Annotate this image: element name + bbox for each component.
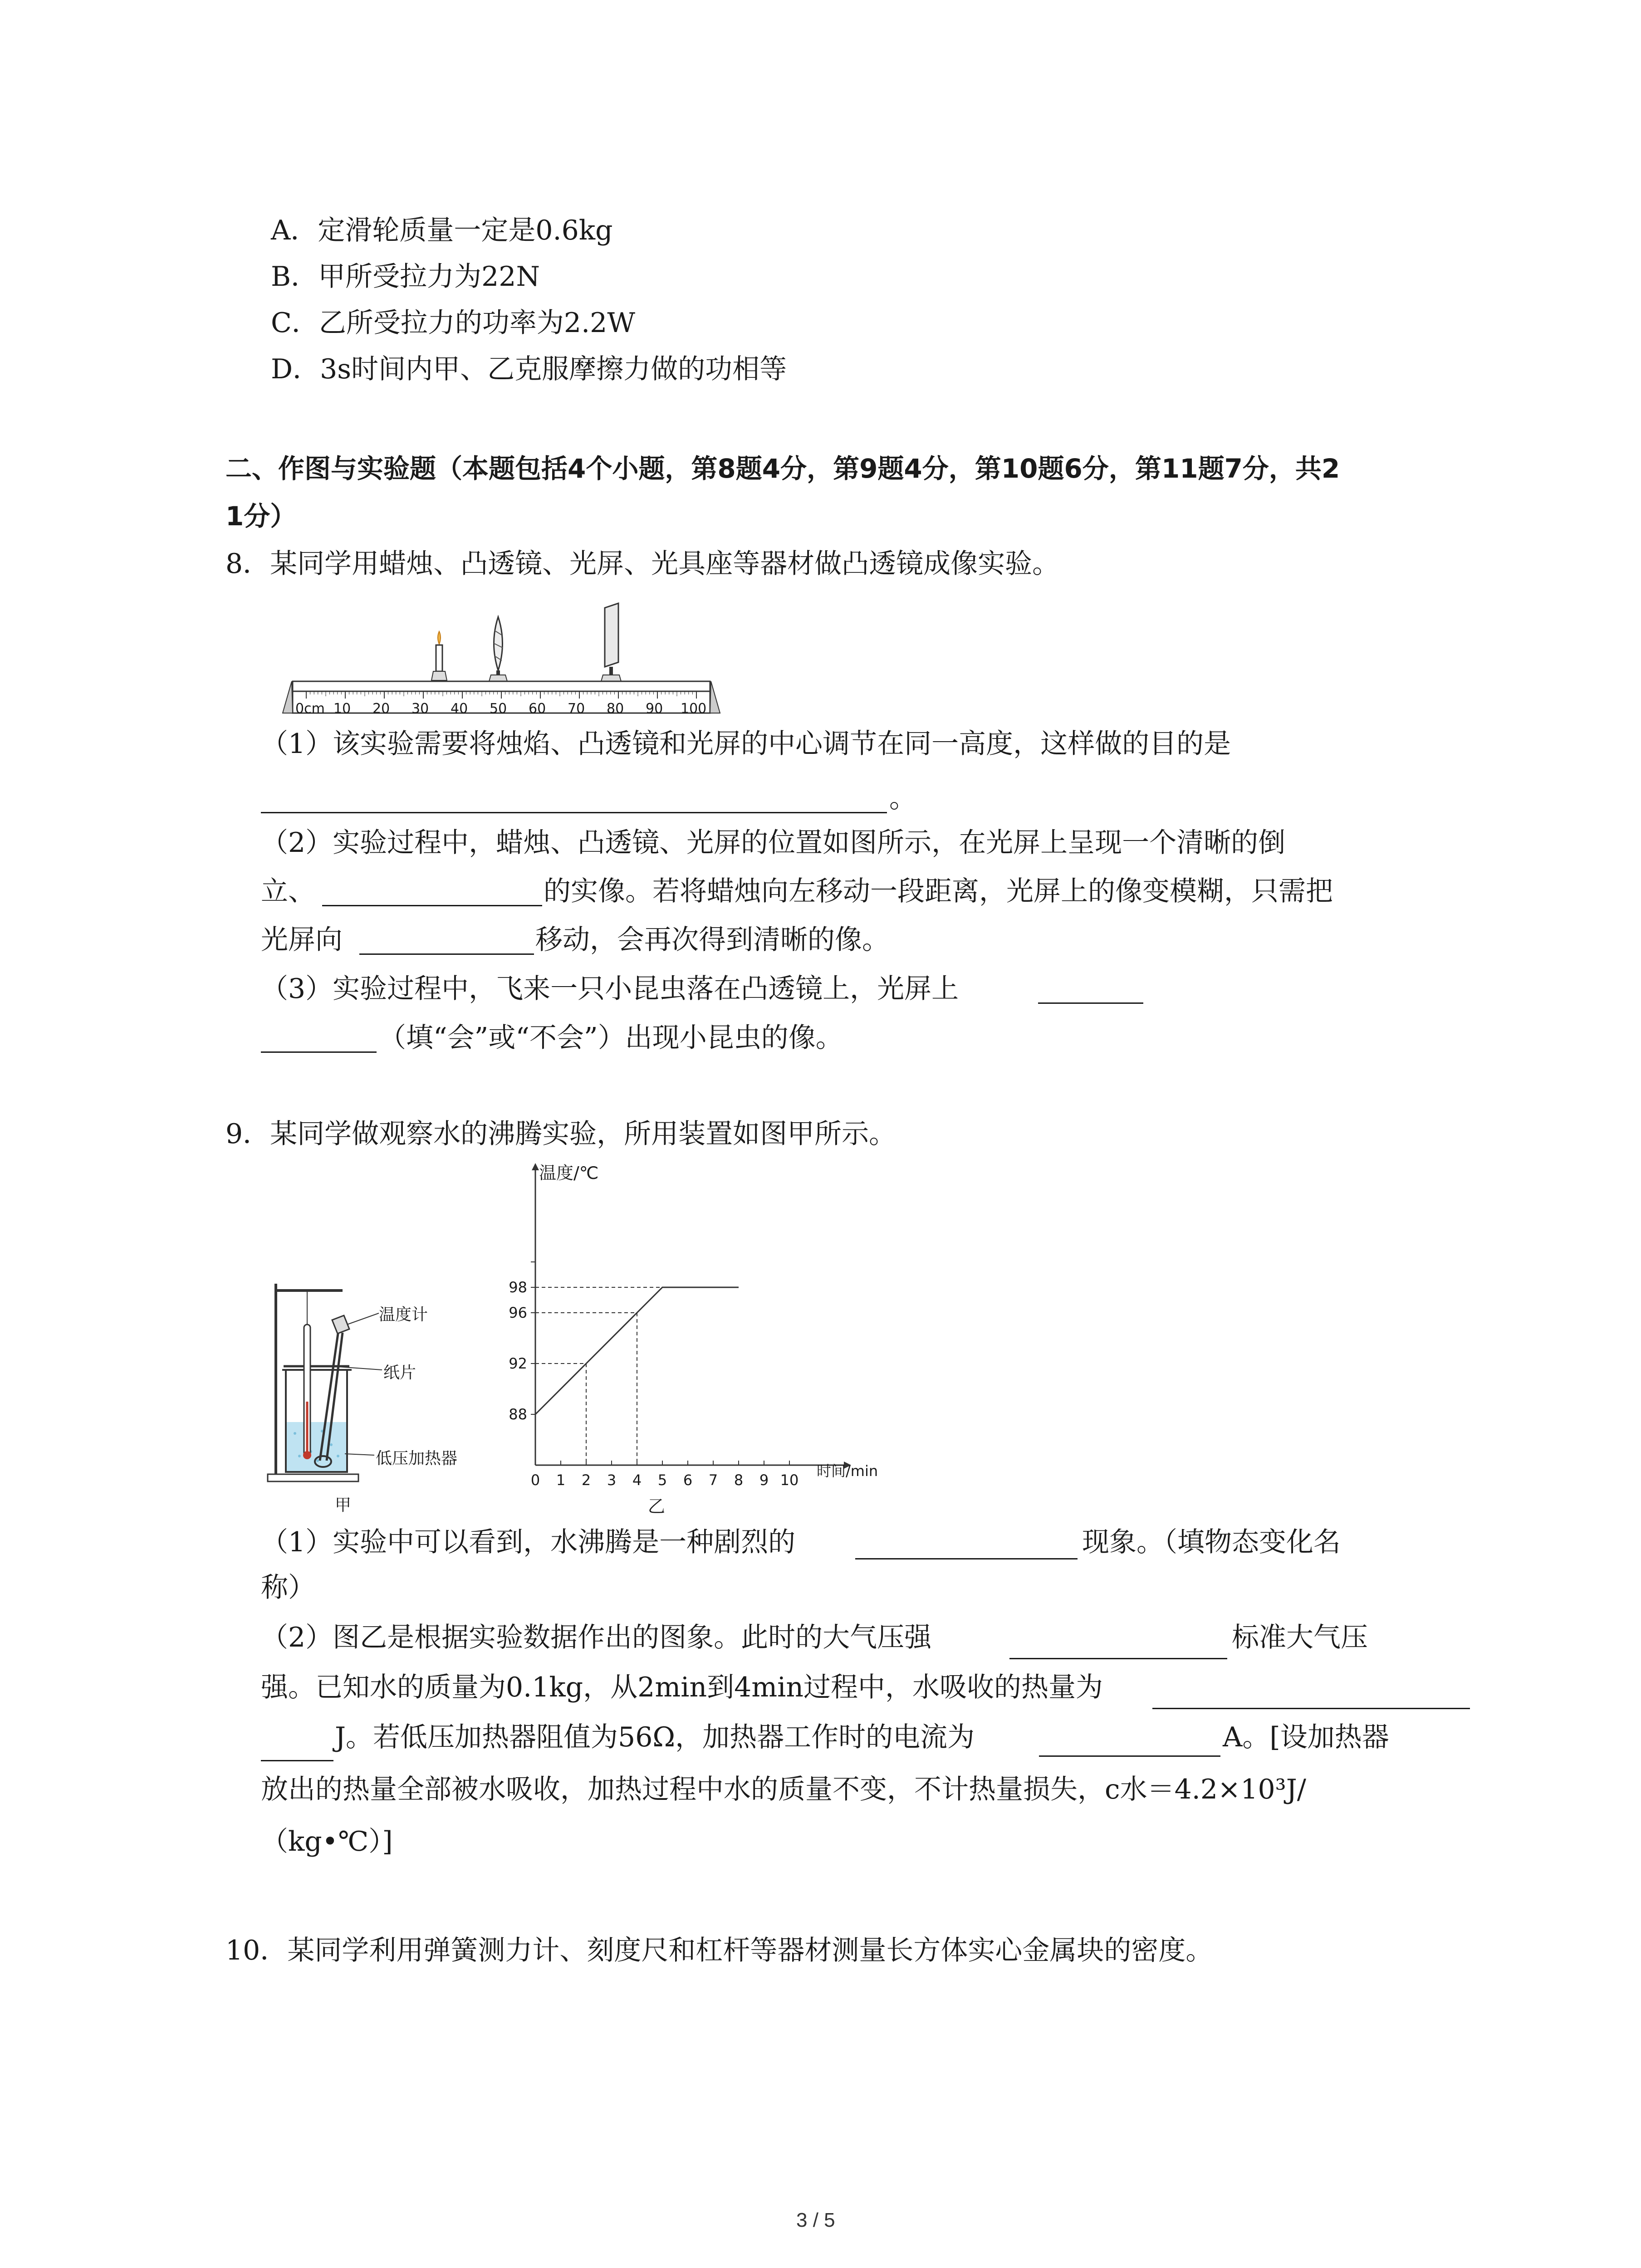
label-yi: 乙 [648,1496,666,1516]
q8-part3-line1: （3）实验过程中，飞来一只小昆虫落在凸透镜上，光屏上 [261,973,959,1005]
bench-tick-label: 90 [646,701,663,717]
q9-blank-3b[interactable] [261,1760,333,1761]
q8-blank-4b[interactable] [261,1051,377,1053]
q8-blank-4a[interactable] [1038,1002,1143,1004]
q9-blank-4[interactable] [1039,1755,1220,1757]
q9-part1-line2: 称） [261,1572,315,1603]
candle-icon [431,631,447,680]
convex-lens-icon [489,617,507,681]
q9-blank-2[interactable] [1009,1658,1227,1659]
chart-xlabel: 时间/min [817,1462,878,1480]
q8-part2-line3b: 移动，会再次得到清晰的像。 [535,924,889,956]
y-tick-label: 98 [509,1279,527,1296]
section-heading-line2: 1分） [225,501,297,532]
q8-part2-line3a: 光屏向 [261,924,343,956]
x-tick-label: 9 [759,1471,769,1489]
q8-part2-line1: （2）实验过程中，蜡烛、凸透镜、光屏的位置如图所示，在光屏上呈现一个清晰的倒 [261,827,1286,859]
q8-part1-line1: （1）该实验需要将烛焰、凸透镜和光屏的中心调节在同一高度，这样做的目的是 [261,728,1231,760]
light-screen-icon [601,603,621,681]
bench-tick-label: 20 [372,701,390,717]
q8-part2-line2a: 立、 [261,875,315,907]
y-tick-label: 96 [509,1304,527,1321]
q8-part1-end: 。 [889,782,916,814]
bench-tick-label: 60 [529,701,546,717]
temperature-time-chart [499,1157,889,1501]
label-jia: 甲 [335,1496,352,1515]
option-b: B．甲所受拉力为22N [271,261,540,293]
bench-scale [265,701,737,719]
x-tick-label: 4 [632,1471,642,1489]
q9-part2-line1a: （2）图乙是根据实验数据作出的图象。此时的大气压强 [261,1622,932,1653]
q8-blank-2[interactable] [322,905,542,906]
x-tick-label: 1 [556,1471,566,1489]
q9-part1-line1b: 现象。（填物态变化名 [1082,1526,1341,1558]
page-number: 3 / 5 [796,2209,835,2231]
label-paper: 纸片 [383,1364,416,1382]
x-tick-label: 5 [657,1471,667,1489]
y-tick-label: 88 [509,1406,527,1423]
bench-tick-label: 40 [451,701,468,717]
q9-part2-line1b: 标准大气压 [1232,1622,1368,1653]
bench-tick-label: 0cm [295,701,325,717]
x-tick-label: 2 [581,1471,591,1489]
bench-tick-label: 30 [411,701,429,717]
q9-part2-line4: 放出的热量全部被水吸收，加热过程中水的质量不变，不计热量损失，c水＝4.2×10³J/ [261,1774,1306,1805]
x-tick-label: 8 [734,1471,744,1489]
q8-part2-line2b: 的实像。若将蜡烛向左移动一段距离，光屏上的像变模糊，只需把 [544,875,1333,907]
q9-part2-line3a: J。若低压加热器阻值为56Ω，加热器工作时的电流为 [335,1721,975,1753]
q9-stem: 9．某同学做观察水的沸腾实验，所用装置如图甲所示。 [225,1118,896,1150]
q9-part2-line2: 强。已知水的质量为0.1kg，从2min到4min过程中，水吸收的热量为 [261,1672,1103,1703]
bench-tick-label: 80 [607,701,624,717]
x-tick-label: 6 [683,1471,693,1489]
y-axis-arrow [532,1163,539,1170]
q10-stem: 10．某同学利用弹簧测力计、刻度尺和杠杆等器材测量长方体实心金属块的密度。 [225,1935,1213,1966]
x-tick-label: 0 [530,1471,540,1489]
bench-tick-label: 50 [490,701,507,717]
x-tick-label: 7 [708,1471,718,1489]
q8-blank-1[interactable] [261,812,887,813]
q8-blank-3[interactable] [359,953,534,955]
q9-part1-line1a: （1）实验中可以看到，水沸腾是一种剧烈的 [261,1526,796,1558]
option-a: A．定滑轮质量一定是0.6kg [271,215,613,246]
option-c: C．乙所受拉力的功率为2.2W [271,307,635,339]
q9-blank-3a[interactable] [1152,1708,1470,1709]
y-tick-label: 92 [509,1355,527,1372]
q9-blank-1[interactable] [855,1558,1078,1559]
bench-tick-label: 10 [333,701,351,717]
q8-part3-line2: （填“会”或“不会”）出现小昆虫的像。 [379,1022,843,1054]
label-heater: 低压加热器 [376,1449,458,1468]
x-tick-label: 10 [780,1471,799,1489]
q9-part2-line3b: A。[设加热器 [1223,1721,1389,1753]
bench-tick-label: 70 [568,701,585,717]
q8-stem: 8．某同学用蜡烛、凸透镜、光屏、光具座等器材做凸透镜成像实验。 [225,548,1060,580]
label-thermometer: 温度计 [379,1305,428,1324]
option-d: D．3s时间内甲、乙克服摩擦力做的功相等 [271,353,787,385]
q9-part2-line5: （kg•℃）] [261,1826,393,1857]
section-heading-line1: 二、作图与实验题（本题包括4个小题，第8题4分，第9题4分，第10题6分，第11题7分，共2 [225,453,1340,484]
x-tick-label: 3 [607,1471,617,1489]
bench-tick-label: 100 [681,701,707,717]
chart-ylabel: 温度/℃ [539,1163,599,1183]
